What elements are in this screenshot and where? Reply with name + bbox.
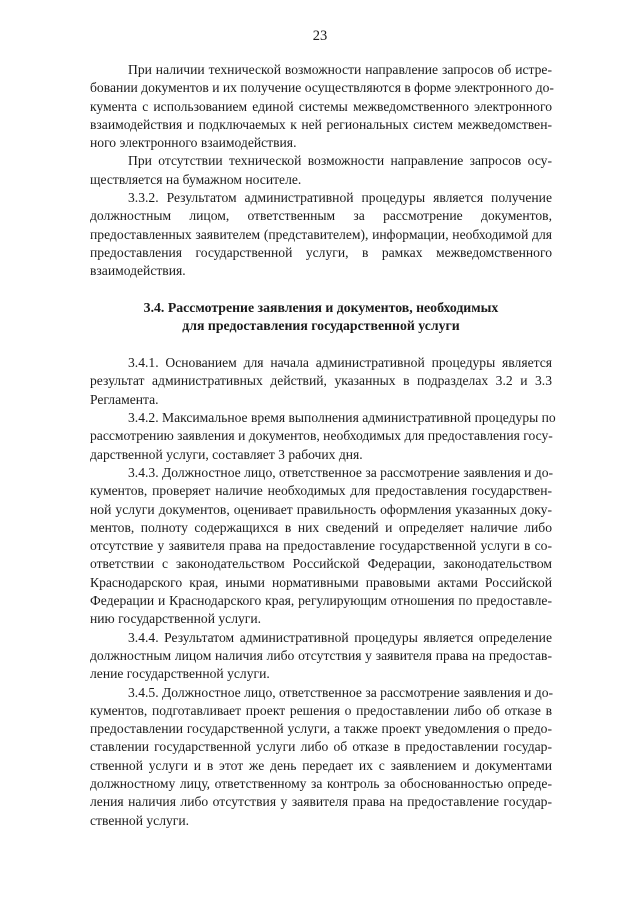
paragraph-line: 3.4.4. Результатом административной процедуры является определение [128, 629, 552, 645]
document-body [90, 61, 556, 830]
paragraph-line: предоставления государственной услуги, в рамках межведомственного [90, 244, 552, 260]
paragraph-line: кумента с использованием единой системы межведомственного электронного [90, 98, 552, 114]
paragraph-line: кументов, подготавливает проект решения о предоставлении либо об отказе в [90, 702, 552, 718]
page-number: 23 [312, 28, 328, 44]
section-heading-line-2: для предоставления государственной услуги [182, 317, 460, 333]
spacer [90, 281, 552, 299]
top-paragraphs [90, 61, 552, 281]
paragraph-line: предоставленных заявителем (представителем), информации, необходимой для [90, 226, 552, 242]
paragraph-line: ление государственной услуги. [90, 666, 270, 682]
paragraph-line: 3.4.2. Максимальное время выполнения административной процедуры по [128, 410, 556, 426]
paragraph-line: При отсутствии технической возможности направление запросов осу- [128, 153, 552, 169]
paragraph-line: предоставлении государственной услуги, а также проект уведомления о предо- [90, 721, 552, 737]
paragraph-line: бовании документов и их получение осуществляются в форме электронного до- [90, 80, 554, 96]
paragraph-line: 3.4.3. Должностное лицо, ответственное за рассмотрение заявления и до- [128, 464, 554, 480]
paragraph-line: ставлении государственной услуги либо об отказе в предоставлении государ- [90, 739, 552, 755]
paragraph-line: взаимодействия. [90, 263, 186, 279]
paragraph-p5 [90, 409, 556, 464]
paragraph-p2 [90, 152, 552, 189]
paragraph-line: должностному лицу, ответственному за контроль за обоснованностью опреде- [90, 775, 552, 791]
paragraph-line: 3.4.1. Основанием для начала административной процедуры является [128, 355, 552, 371]
paragraph-line: ществляется на бумажном носителе. [90, 171, 302, 187]
paragraph-line: 3.4.5. Должностное лицо, ответственное за рассмотрение заявления и до- [128, 684, 554, 700]
bottom-paragraphs [90, 354, 556, 830]
paragraph-line: ментов, полноту содержащихся в них сведений и определяет наличие либо [90, 519, 552, 535]
paragraph-line: ной услуги документов, оценивает правильность оформления указанных доку- [90, 501, 552, 517]
paragraph-p3 [90, 189, 552, 280]
section-heading [90, 299, 552, 336]
paragraph-p4 [90, 354, 552, 409]
section-heading-line-1: 3.4. Рассмотрение заявления и документов, необходимых [143, 299, 499, 315]
paragraph-line: должностным лицом, ответственным за рассмотрение документов, [90, 208, 552, 224]
paragraph-line: дарственной услуги, составляет 3 рабочих дня. [90, 446, 363, 462]
paragraph-line: Федерации и Краснодарского края, регулирующим отношения по предоставле- [90, 593, 552, 609]
paragraph-line: ственной услуги и в этот же день передает их с заявлением и документами [90, 757, 552, 773]
paragraph-line: должностным лицом наличия либо отсутствия у заявителя права на предостав- [90, 647, 552, 663]
paragraph-line: При наличии технической возможности направление запросов об истре- [128, 62, 552, 77]
paragraph-p1 [90, 61, 552, 152]
paragraph-p6 [90, 464, 552, 629]
paragraph-line: взаимодействия и подключаемых к ней региональных систем межведомствен- [90, 116, 552, 132]
paragraph-p8 [90, 684, 552, 830]
paragraph-line: отсутствие у заявителя права на предоставление государственной услуги в со- [90, 538, 552, 554]
paragraph-line: ственной услуги. [90, 812, 190, 828]
paragraph-line: результат административных действий, указанных в подразделах 3.2 и 3.3 [90, 373, 552, 389]
paragraph-line: ного электронного взаимодействия. [90, 135, 297, 151]
spacer [90, 335, 552, 354]
paragraph-line: нию государственной услуги. [90, 611, 262, 627]
paragraph-p7 [90, 629, 552, 684]
paragraph-line: кументов, проверяет наличие необходимых для предоставления государствен- [90, 483, 552, 499]
paragraph-line: Краснодарского края, иными нормативными правовыми актами Российской [90, 574, 552, 590]
paragraph-line: Регламента. [90, 391, 159, 407]
paragraph-line: рассмотрению заявления и документов, необходимых для предоставления госу- [90, 428, 553, 444]
paragraph-line: 3.3.2. Результатом административной процедуры является получение [128, 190, 552, 206]
paragraph-line: ответствии с законодательством Российской Федерации, законодательством [90, 556, 552, 572]
paragraph-line: ления наличия либо отсутствия у заявителя права на предоставление государ- [90, 794, 552, 810]
